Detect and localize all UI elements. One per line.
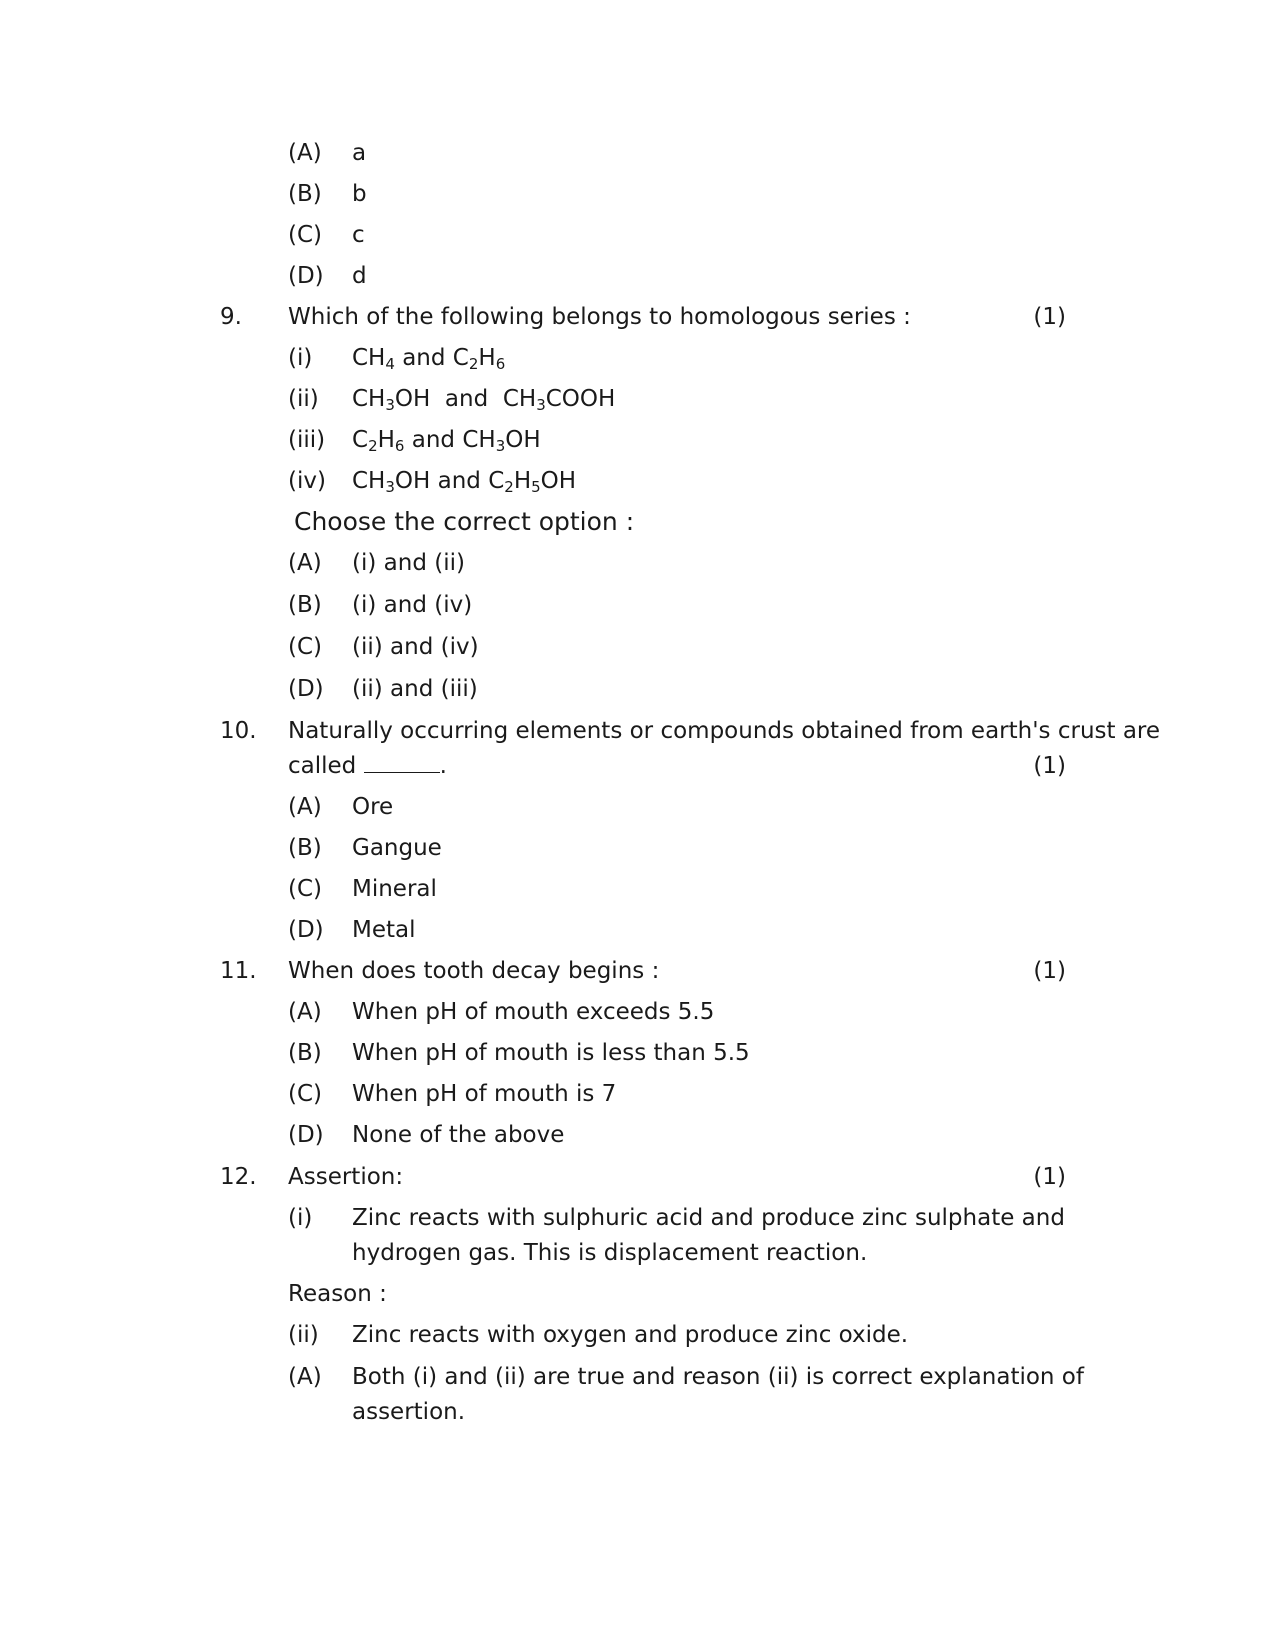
option-row [0,831,1275,865]
formula-subscript: 3 [385,396,395,414]
assertion-text-continued: hydrogen gas. This is displacement reaction. [352,1240,868,1266]
option-row [0,1077,1275,1111]
option-label: (D) [288,917,324,943]
reason-label: (ii) [288,1322,319,1348]
question-marks: (1) [1033,958,1066,984]
option-text: c [352,222,365,248]
option-label: (C) [288,876,323,902]
option-text: When pH of mouth is 7 [352,1081,617,1107]
formula-part: CH [352,468,386,494]
question-stem: Assertion: [288,1164,404,1190]
question-number: 10. [220,718,257,744]
question-number: 11. [220,958,257,984]
option-row [0,588,1275,622]
question-marks: (1) [1033,304,1066,330]
formula-subscript: 3 [385,478,395,496]
option-row-continued [0,1395,1275,1429]
option-text: d [352,263,367,289]
formula-subscript: 6 [394,437,405,455]
option-row [0,177,1275,211]
formula-part: CH [352,386,386,412]
option-label: (A) [288,999,322,1025]
reason-heading-row [0,1277,1275,1311]
option-label: (D) [288,263,324,289]
q9-item-row [0,341,1275,375]
question-marks: (1) [1033,1164,1066,1190]
formula-part: CH [352,345,386,371]
option-row [0,136,1275,170]
option-text: Mineral [352,876,437,902]
question-11-header [0,954,1275,988]
option-text: None of the above [352,1122,565,1148]
assertion-row [0,1201,1275,1235]
assertion-label: (i) [288,1205,313,1231]
formula-part: H [377,427,395,453]
reason-row [0,1318,1275,1352]
formula-part: COOH [545,386,616,412]
formula-subscript: 4 [385,355,395,373]
formula-subscript: 3 [536,396,546,414]
option-text: Ore [352,794,394,820]
item-label: (ii) [288,386,319,412]
option-text: (ii) and (iii) [352,676,478,702]
question-number: 9. [220,304,242,330]
chemical-formula [352,464,576,498]
option-label: (B) [288,835,322,861]
formula-part: OH and CH [394,386,537,412]
question-10-stem-continued [0,749,1275,783]
option-row [0,1118,1275,1152]
option-row [0,546,1275,580]
formula-part: and CH [404,427,496,453]
stem-punctuation: . [439,753,447,779]
reason-heading: Reason : [288,1281,387,1307]
formula-part: OH [540,468,577,494]
option-row [0,1036,1275,1070]
chemical-formula [352,382,615,416]
formula-subscript: 6 [495,355,506,373]
option-text: (i) and (ii) [352,550,465,576]
question-number: 12. [220,1164,257,1190]
formula-part: OH [505,427,541,453]
stem-text: called [288,753,357,779]
formula-part: C [352,427,369,453]
assertion-text: Zinc reacts with sulphuric acid and produce zinc sulphate and [352,1205,1065,1231]
option-row [0,672,1275,706]
q9-item-row [0,423,1275,457]
option-row [0,872,1275,906]
option-text: Gangue [352,835,442,861]
formula-subscript: 2 [504,478,514,496]
question-10-header [0,714,1275,748]
choose-instruction: Choose the correct option : [294,507,635,536]
question-12-header [0,1160,1275,1194]
chemical-formula [352,423,541,457]
formula-part: OH and C [394,468,505,494]
option-text: When pH of mouth is less than 5.5 [352,1040,750,1066]
option-text: Both (i) and (ii) are true and reason (ii) is correct explanation of [352,1364,1084,1390]
question-9-header [0,300,1275,334]
option-label: (D) [288,1122,324,1148]
option-label: (A) [288,550,322,576]
option-label: (A) [288,140,322,166]
q9-item-row [0,464,1275,498]
option-label: (D) [288,676,324,702]
question-stem: Which of the following belongs to homologous series : [288,304,911,330]
option-text: When pH of mouth exceeds 5.5 [352,999,715,1025]
reason-text: Zinc reacts with oxygen and produce zinc oxide. [352,1322,909,1348]
formula-part: H [478,345,496,371]
formula-part: and C [394,345,469,371]
option-row [0,630,1275,664]
option-text: (i) and (iv) [352,592,473,618]
option-text: (ii) and (iv) [352,634,479,660]
option-text-continued: assertion. [352,1399,466,1425]
option-row [0,995,1275,1029]
question-stem: Naturally occurring elements or compounds obtained from earth's crust are [288,718,1161,744]
option-label: (C) [288,634,323,660]
formula-subscript: 3 [495,437,506,455]
item-label: (iv) [288,468,326,494]
option-text: b [352,181,367,207]
q9-item-row [0,382,1275,416]
item-label: (iii) [288,427,326,453]
question-stem-continued [288,749,447,783]
chemical-formula [352,341,505,375]
option-row [0,218,1275,252]
question-marks: (1) [1033,753,1066,779]
option-text: a [352,140,367,166]
formula-subscript: 5 [531,478,541,496]
option-label: (A) [288,794,322,820]
formula-subscript: 2 [368,437,378,455]
option-label: (C) [288,222,323,248]
option-row [0,259,1275,293]
formula-part: H [513,468,532,494]
option-label: (B) [288,181,322,207]
option-row [0,790,1275,824]
option-label: (B) [288,592,322,618]
choose-instruction-row [0,505,1275,539]
fill-in-blank [364,750,440,773]
option-row [0,913,1275,947]
option-text: Metal [352,917,416,943]
option-label: (B) [288,1040,322,1066]
item-label: (i) [288,345,313,371]
question-stem: When does tooth decay begins : [288,958,660,984]
option-label: (C) [288,1081,323,1107]
formula-subscript: 2 [468,355,479,373]
option-row [0,1360,1275,1394]
assertion-row-continued [0,1236,1275,1270]
option-label: (A) [288,1364,322,1390]
